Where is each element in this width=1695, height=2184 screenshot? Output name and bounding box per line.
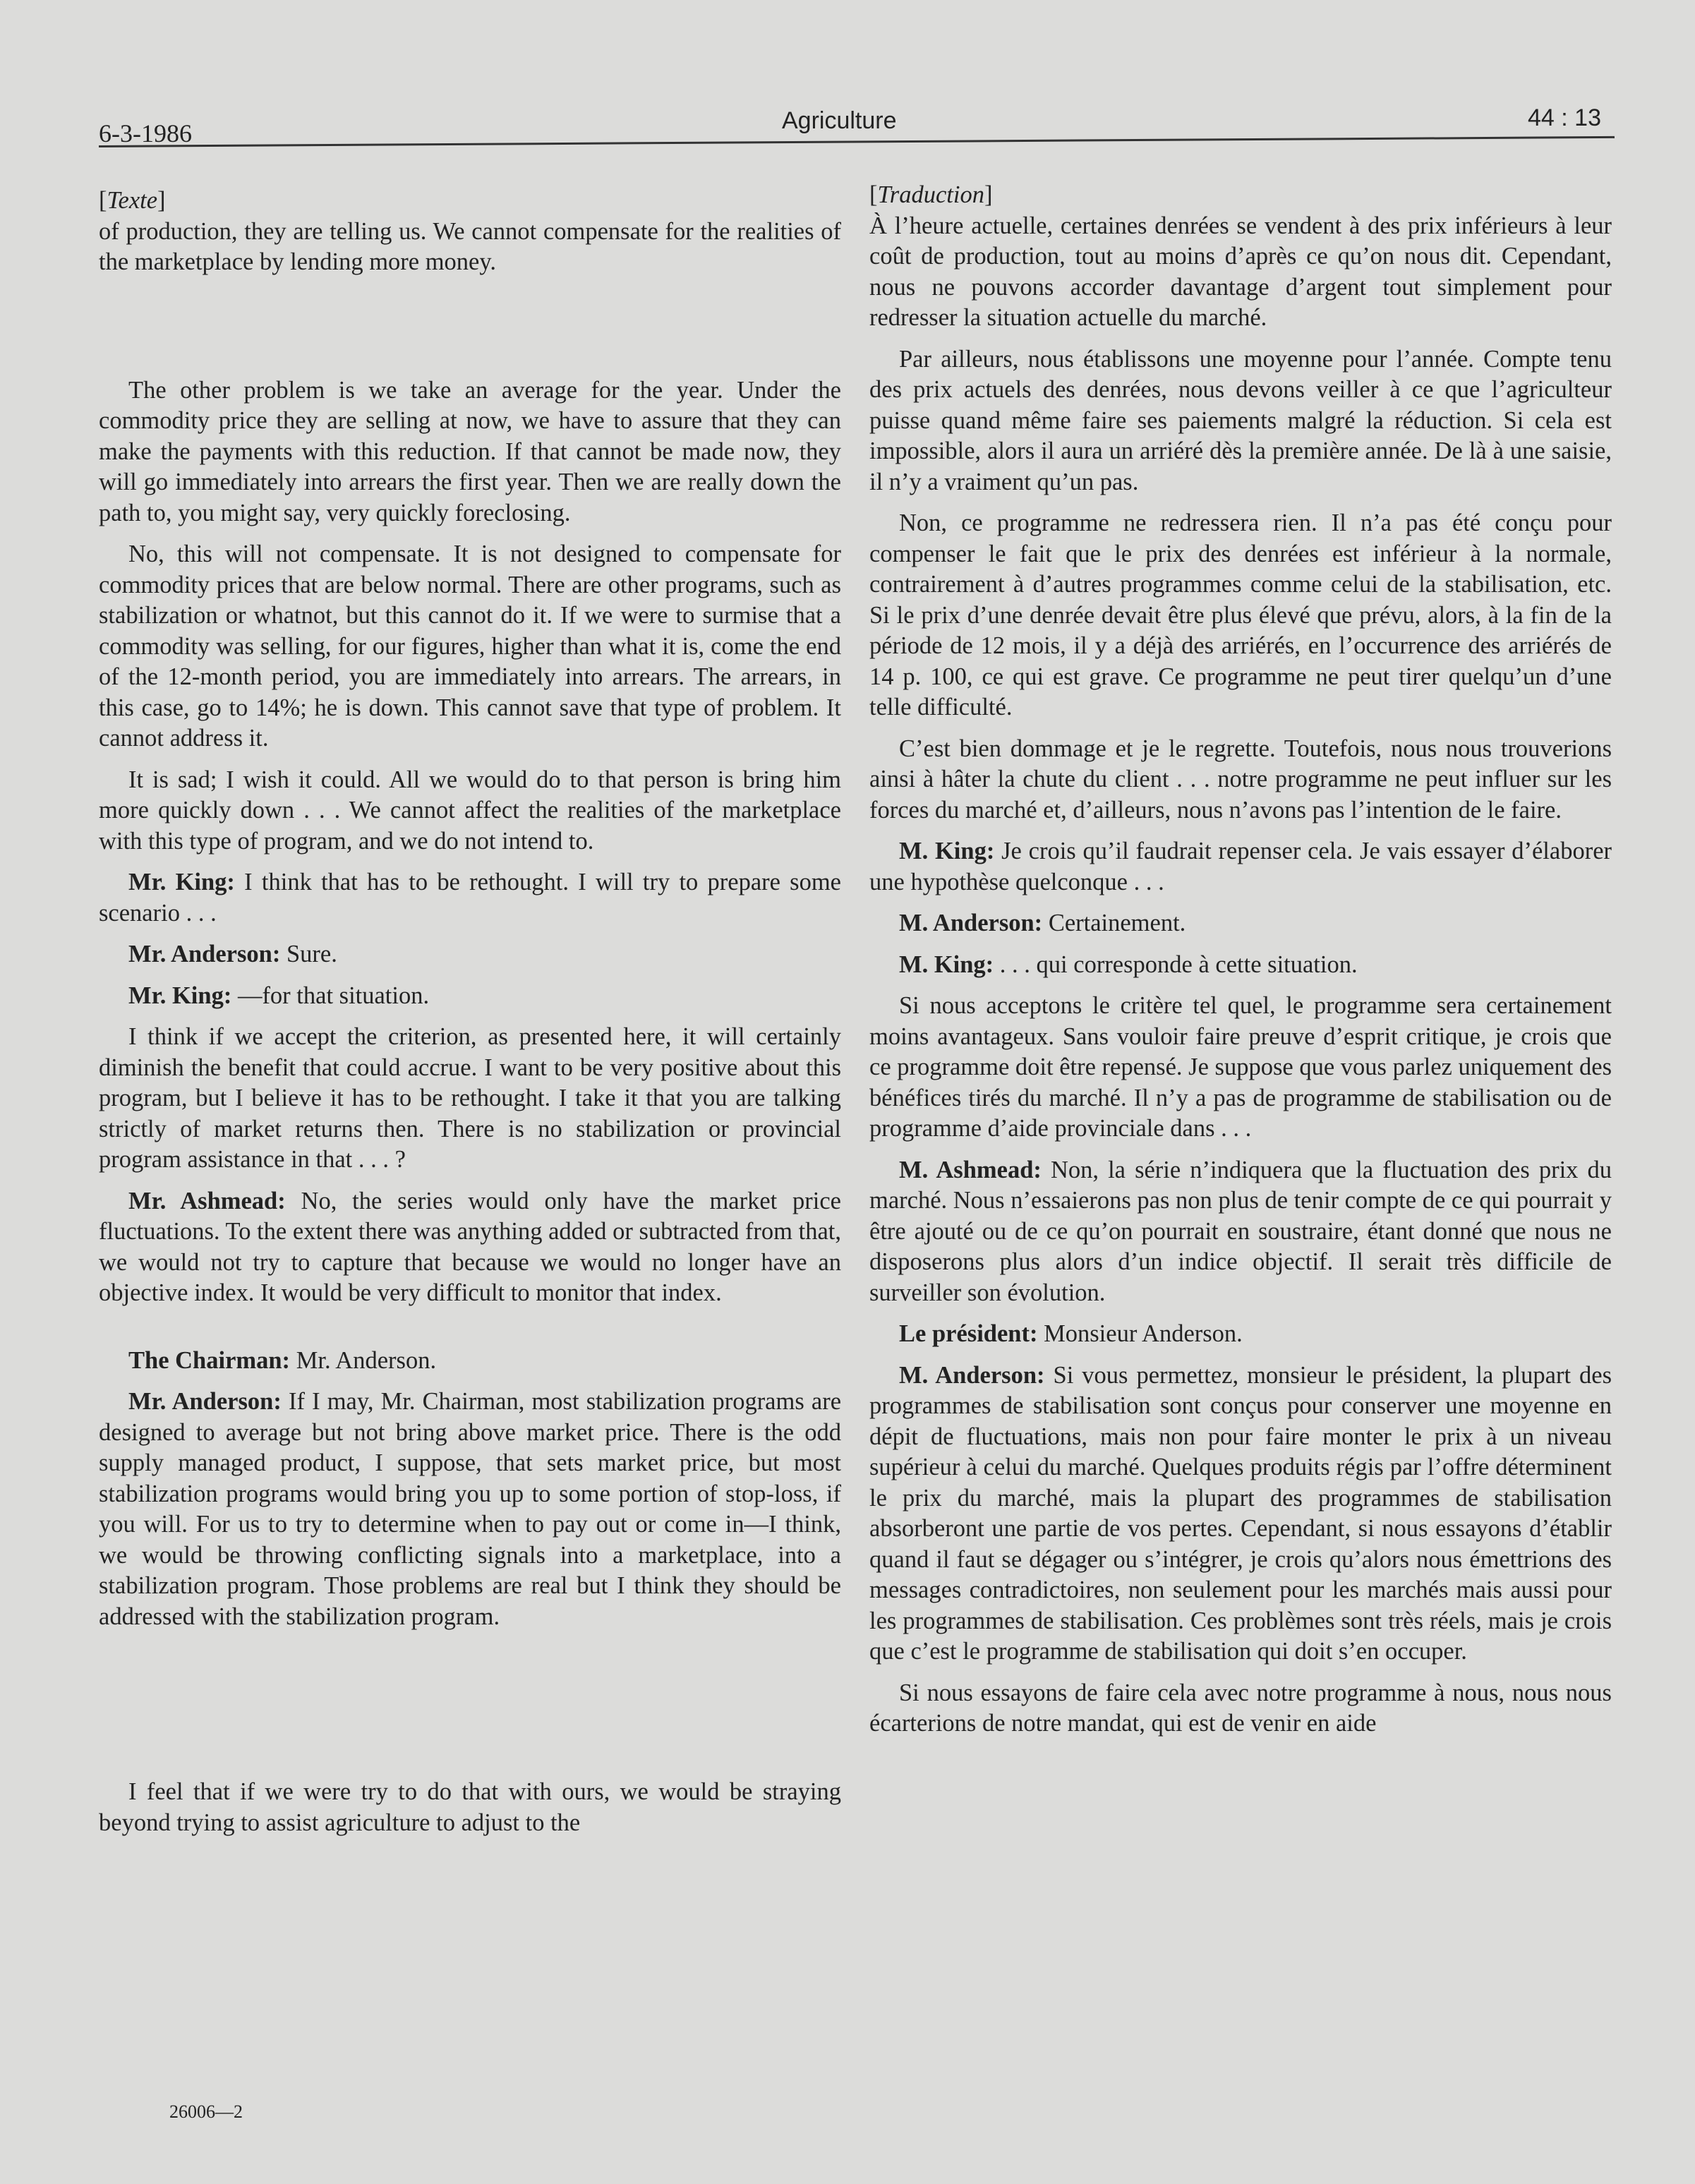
column-label-text: Traduction — [877, 181, 984, 208]
speech-text: Si vous permettez, monsieur le président, la plupart des programmes de stabilisation sont conçus pour conserver une moyenne en dépit de fluctuations, mais non pour faire monter le prix à un niveau supérieur à celui du marché. Quelques produits régis par l’offre déterminent le prix du marché, mais la plupart des programmes de stabilisation absorberont une partie de vos pertes. Cependant, si nous essayons d’établir quand il faut se dégager ou s’intégrer, je crois qu’alors nous émettrions des messages contradictoires, non seulement pour les marchés mais aussi pour les programmes de stabilisation. Ces problèmes sont très réels, mais je crois que c’est le programme de stabilisation qui doit s’en occuper. — [869, 1361, 1612, 1665]
speaker: M. Anderson: — [899, 1361, 1045, 1389]
column-label: [Texte] of production, they are telling us. We cannot compensate for the realities of the marketplace by lending more money. — [99, 187, 841, 275]
paragraph: I feel that if we were try to do that with ours, we would be straying beyond trying to assist agriculture to adjust to the — [99, 1778, 841, 1836]
speaker: Mr. King: — [128, 982, 232, 1009]
speech — [99, 1346, 841, 1377]
speaker: M. King: — [899, 951, 994, 978]
speaker: The Chairman: — [128, 1346, 291, 1374]
paragraph: Non, ce programme ne redressera rien. Il n’a pas été conçu pour compenser le fait que le prix des denrées est inférieur à la normale, contrairement à d’autres programmes comme celui de la stabilisation, etc. Si le prix d’une denrée devait être plus élevé que prévu, alors, à la fin de la période de 12 mois, il y a déjà des arriérés, en l’occurrence des arriérés de 14 p. 100, ce qui est grave. Ce programme ne peut tirer quelqu’un d’une telle difficulté. — [869, 509, 1612, 720]
speech-text: I think that has to be rethought. I will try to prepare some scenario . . . — [99, 869, 841, 927]
speech — [869, 836, 1612, 898]
paragraph: Par ailleurs, nous établissons une moyenne pour l’année. Compte tenu des prix actuels des denrées, nous devons veiller à ce que l’agriculteur puisse quand même faire ses paiements malgré la réduction. Si cela est impossible, alors il aura un arriéré dès la première année. De là à une saisie, il n’y a vraiment qu’un pas. — [869, 345, 1612, 495]
paragraph: I think if we accept the criterion, as presented here, it will certainly diminish the benefit that could accrue. I want to be very positive about this program, but I believe it has to be rethought. I take it that you are talking strictly of market returns then. There is no stabilization or provincial program assistance in that . . . ? — [99, 1023, 841, 1173]
speaker: M. King: — [899, 838, 995, 864]
footer-code: 26006—2 — [169, 2101, 243, 2122]
french-column — [869, 180, 1612, 1750]
speech — [869, 1155, 1612, 1309]
header-rule — [99, 136, 1615, 147]
column-label: [Traduction] À l’heure actuelle, certaines denrées se vendent à des prix inférieurs à leur coût de production, tout au moins d’après ce qu’on nous dit. Cependant, nous ne pouvons accorder davantage d’argent tout simplement pour redresser la situation actuelle du marché. — [869, 181, 1612, 331]
speech — [99, 1186, 841, 1309]
speech — [869, 1361, 1612, 1667]
speech — [869, 950, 1612, 981]
speech — [99, 939, 841, 970]
speech — [99, 1387, 841, 1632]
speech-text: If I may, Mr. Chairman, most stabilization programs are designed to average but not bring above market price. There is the odd supply managed product, I suppose, that sets market price, but most stabilization programs would bring you up to some portion of stop-loss, if you will. For us to try to determine when to pay out or come in—I think, we would be throwing conflicting signals into a marketplace, into a stabilization program. Those problems are real but I think they should be addressed with the stabilization program. — [99, 1388, 842, 1630]
paragraph: À l’heure actuelle, certaines denrées se vendent à des prix inférieurs à leur coût de production, tout au moins d’après ce qu’on nous dit. Cependant, nous ne pouvons accorder davantage d’argent tout simplement pour redresser la situation actuelle du marché. — [869, 212, 1612, 331]
speech — [869, 1319, 1612, 1350]
english-column — [99, 186, 841, 1849]
paragraph: No, this will not compensate. It is not designed to compensate for commodity prices that are below normal. There are other programs, such as stabilization or whatnot, but this cannot do it. If we were to surmise that a commodity was selling, for our figures, higher than what it is, come the end of the 12-month period, you are immediately into arrears. The arrears, in this case, go to 14%; he is down. This cannot save that type of problem. It cannot address it. — [99, 541, 841, 752]
column-label-text: Texte — [107, 187, 158, 214]
paragraph: Si nous essayons de faire cela avec notre programme à nous, nous nous écarterions de notre mandat, qui est de venir en aide — [869, 1679, 1612, 1737]
speaker: Mr. Anderson: — [128, 941, 281, 967]
speech-text: Mr. Anderson. — [296, 1346, 437, 1374]
speaker: M. Ashmead: — [899, 1156, 1042, 1183]
speech-text: . . . qui corresponde à cette situation. — [999, 951, 1358, 978]
header-date: 6-3-1986 — [99, 119, 192, 147]
speech-text: Monsieur Anderson. — [1044, 1320, 1243, 1347]
header-page-number: 44 : 13 — [1528, 104, 1601, 131]
paragraph: It is sad; I wish it could. All we would do to that person is bring him more quickly down . . . We cannot affect the realities of the marketplace with this type of program, and we do not intend to. — [99, 766, 841, 855]
paragraph: C’est bien dommage et je le regrette. Toutefois, nous nous trouverions ainsi à hâter la chute du client . . . notre programme ne peut influer sur les forces du marché et, d’ailleurs, nous n’avons pas l’intention de le faire. — [869, 735, 1612, 823]
speech — [99, 867, 841, 929]
speaker: Le président: — [899, 1320, 1038, 1347]
speaker: Mr. Ashmead: — [128, 1187, 286, 1214]
speech-text: Certainement. — [1048, 910, 1186, 936]
paragraph: of production, they are telling us. We cannot compensate for the realities of the marketplace by lending more money. — [99, 217, 841, 275]
header-title: Agriculture — [782, 107, 897, 134]
speech — [99, 981, 841, 1012]
speaker: Mr. Anderson: — [128, 1388, 282, 1415]
speech-text: Sure. — [286, 941, 337, 967]
speech-text: Non, la série n’indiquera que la fluctuation des prix du marché. Nous n’essaierons pas non plus de tenir compte de ce qui pourrait y être ajouté ou de ce qu’on pourrait en soustraire, étant donné que nous ne disposerons plus alors d’un indice objectif. Il serait très difficile de surveiller son évolution. — [869, 1156, 1612, 1306]
paragraph: The other problem is we take an average for the year. Under the commodity price they are selling at now, we have to assure that they can make the payments with this reduction. If that cannot be made now, they will go immediately into arrears the first year. Then we are really down the path to, you might say, very quickly foreclosing. — [99, 376, 841, 526]
speech-text: —for that situation. — [237, 982, 430, 1009]
speech — [869, 908, 1612, 939]
speaker: Mr. King: — [128, 869, 235, 895]
speech-text: No, the series would only have the market price fluctuations. To the extent there was anything added or subtracted from that, we would not try to capture that because we would no longer have an objective index. It would be very difficult to monitor that index. — [99, 1187, 841, 1306]
speech-text: Je crois qu’il faudrait repenser cela. Je vais essayer d’élaborer une hypothèse quelconque . . . — [869, 838, 1612, 895]
paragraph: Si nous acceptons le critère tel quel, le programme sera certainement moins avantageux. Sans vouloir faire preuve d’esprit critique, je crois que ce programme doit être repensé. Je suppose que vous parlez uniquement des bénéfices tirés du marché. Il n’y a pas de programme de stabilisation ou de programme d’aide provinciale dans . . . — [869, 992, 1612, 1142]
speaker: M. Anderson: — [899, 910, 1043, 936]
